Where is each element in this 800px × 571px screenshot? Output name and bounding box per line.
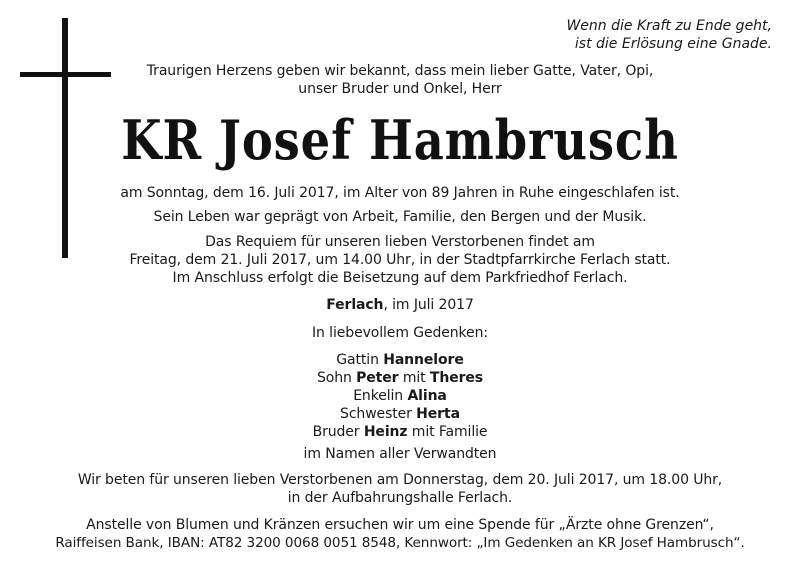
deceased-name: KR Josef Hambrusch	[121, 108, 679, 172]
mourner-row	[0, 423, 800, 441]
mourner-connector: mit	[398, 370, 430, 386]
motto-line-2: ist die Erlösung eine Gnade.	[574, 36, 772, 52]
mourner-relation: Schwester	[340, 406, 417, 422]
death-line: am Sonntag, dem 16. Juli 2017, im Alter von 89 Jahren in Ruhe eingeschlafen ist.	[120, 185, 680, 201]
intro-line-2: unser Bruder und Onkel, Herr	[298, 81, 502, 97]
place-name: Ferlach	[326, 297, 384, 313]
mourner-row	[0, 405, 800, 423]
life-line: Sein Leben war geprägt von Arbeit, Familie, den Bergen und der Musik.	[153, 209, 647, 225]
donation-line-1: Anstelle von Blumen und Kränzen ersuchen wir um eine Spende für „Ärzte ohne Grenzen“,	[86, 517, 714, 533]
place-date	[0, 296, 800, 314]
mourner-relation: Sohn	[316, 370, 357, 386]
mourner-name: Theres	[429, 370, 484, 386]
remembrance-heading: In liebevollem Gedenken:	[312, 325, 488, 341]
mourner-relation: Enkelin	[353, 388, 408, 404]
mourner-suffix: mit Familie	[407, 424, 488, 440]
requiem-line-1: Das Requiem für unseren lieben Verstorbenen findet am	[205, 234, 595, 250]
mourner-relation: Gattin	[336, 352, 384, 368]
motto-quote	[472, 17, 772, 53]
motto-line-1: Wenn die Kraft zu Ende geht,	[566, 18, 772, 34]
date-text: , im Juli 2017	[383, 297, 474, 313]
mourner-name: Peter	[356, 370, 399, 386]
intro-line-1: Traurigen Herzens geben wir bekannt, dass mein lieber Gatte, Vater, Opi,	[146, 63, 654, 79]
mourner-row	[0, 351, 800, 369]
donation-line-2: Raiffeisen Bank, IBAN: AT82 3200 0068 0051 8548, Kennwort: „Im Gedenken an KR Josef Hambrusch“.	[55, 535, 745, 551]
mourner-name: Alina	[407, 388, 447, 404]
mourner-row	[0, 369, 800, 387]
mourner-name: Hannelore	[383, 352, 464, 368]
relatives-line: im Namen aller Verwandten	[303, 446, 497, 462]
mourner-name: Herta	[416, 406, 460, 422]
mourner-relation: Bruder	[312, 424, 364, 440]
mourner-row	[0, 387, 800, 405]
requiem-line-2: Freitag, dem 21. Juli 2017, um 14.00 Uhr, in der Stadtpfarrkirche Ferlach statt.	[129, 252, 671, 268]
mourner-name: Heinz	[363, 424, 408, 440]
prayer-line-2: in der Aufbahrungshalle Ferlach.	[287, 490, 513, 506]
prayer-line-1: Wir beten für unseren lieben Verstorbenen am Donnerstag, dem 20. Juli 2017, um 18.00 Uhr,	[77, 472, 723, 488]
requiem-line-3: Im Anschluss erfolgt die Beisetzung auf dem Parkfriedhof Ferlach.	[172, 270, 628, 286]
